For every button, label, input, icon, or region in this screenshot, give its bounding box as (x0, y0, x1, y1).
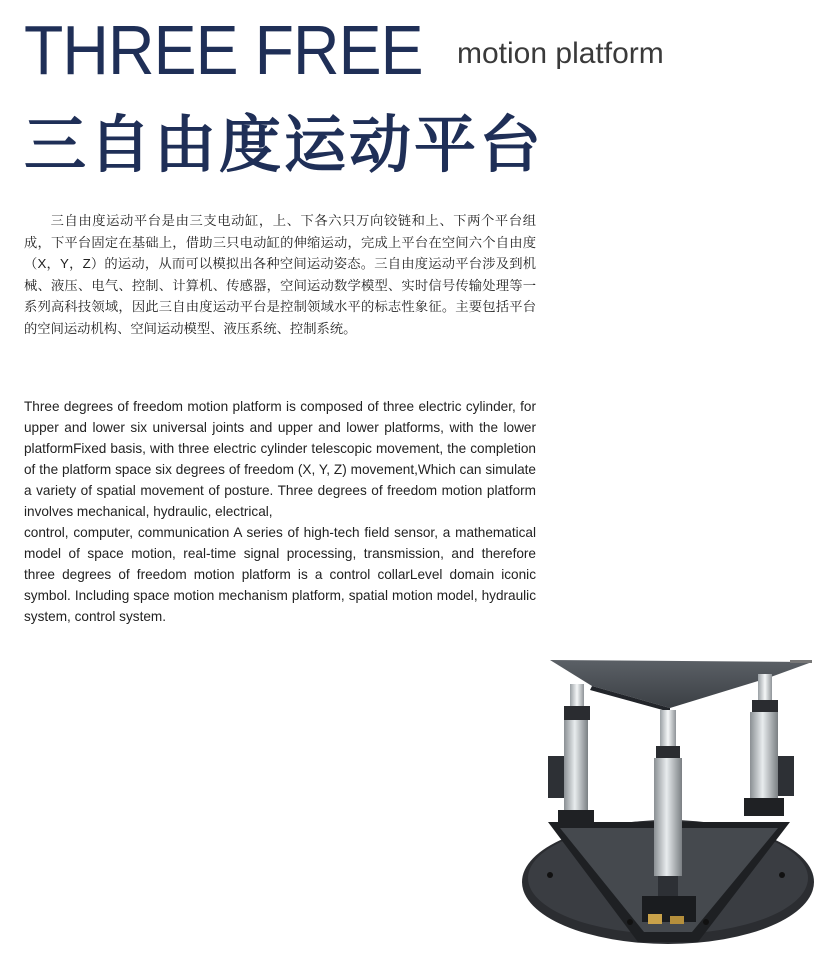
description-en-part-1: Three degrees of freedom motion platform is composed of three electric cylinder, for upper and lower six universal joints and upper and lower platforms, with the lower platformFixed basis, with three electric cylinder telescopic movement, the completion of the platform space six degrees of freedom (X, Y, Z) movement,Which can simulate a variety of spatial movement of posture. Three degrees of freedom motion platform involves mechanical, hydraulic, electrical, (24, 399, 536, 519)
page-title-cn: 三自由度运动平台 (24, 111, 545, 180)
actuator-left (548, 684, 594, 828)
description-cn: 三自由度运动平台是由三支电动缸，上、下各六只万向铰链和上、下两个平台组成，下平台固定在基础上，借助三只电动缸的伸缩运动，完成上平台在空间六个自由度（X，Y，Z）的运动，从而可以模拟出各种空间运动姿态。三自由度运动平台涉及到机械、液压、电气、控制、计算机、传感器，空间运动数学模型、实时信号传输处理等一系列高科技领域，因此三自由度运动平台是控制领域水平的标志性象征。主要包括平台的空间运动机构、空间运动模型、液压系统、控制系统。 (24, 213, 536, 336)
description-en-part-2: control, computer, communication A series of high-tech field sensor, a mathematical model of space motion, real-time signal processing, transmission, and therefore three degrees of freedom motion platform is a control collarLevel domain iconic symbol. Including space motion mechanism platform, spatial motion model, hydraulic system, control system. (24, 525, 536, 624)
motion-platform-photo (520, 660, 820, 950)
page-title-en: THREE FREE (24, 11, 423, 89)
description-en (24, 396, 536, 627)
page-subtitle-en: motion platform (457, 37, 664, 70)
actuator-right (744, 674, 794, 816)
